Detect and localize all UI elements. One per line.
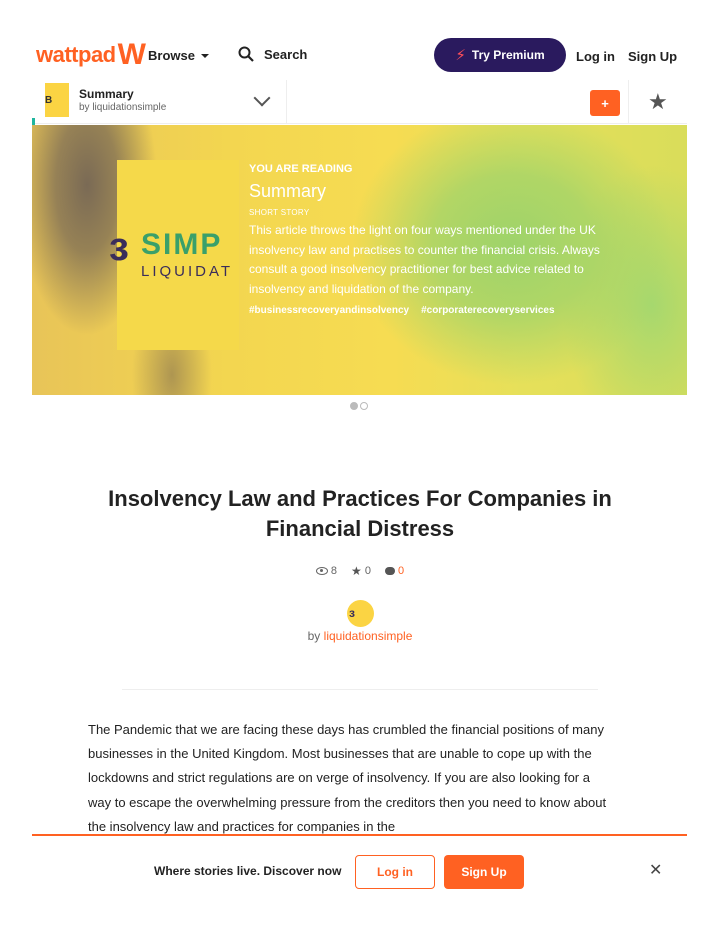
- top-navigation: [0, 0, 720, 80]
- search-button[interactable]: [238, 46, 307, 62]
- thumbnail-logo-icon: B: [45, 95, 53, 106]
- story-stats: [0, 564, 720, 578]
- close-icon[interactable]: ✕: [649, 862, 663, 879]
- hero-title: Summary: [249, 181, 327, 201]
- votes-count: 0: [364, 565, 371, 577]
- try-premium-button[interactable]: [434, 38, 566, 72]
- page-title: Insolvency Law and Practices For Companies in Financial Distress: [108, 486, 612, 541]
- wattpad-logo[interactable]: [36, 38, 146, 71]
- chevron-down-icon[interactable]: [254, 90, 271, 107]
- reads-count: 8: [330, 565, 338, 577]
- avatar-logo-icon: ɜ: [349, 606, 355, 620]
- divider: [286, 80, 287, 124]
- banner-login-button[interactable]: Log in: [355, 855, 435, 889]
- add-to-library-button[interactable]: +: [590, 90, 620, 116]
- divider: [628, 80, 629, 124]
- author-link[interactable]: liquidationsimple: [323, 629, 413, 643]
- reading-label: YOU ARE READING: [249, 163, 353, 175]
- cover-logo-text-top: SIMP: [141, 228, 223, 261]
- story-body-text: The Pandemic that we are facing these days has crumbled the financial positions of many businesses in the United Kingdom. Most businesses that are unable to cope up with the lockdowns and strict regulations are on verge of insolvency. If you are also looking for a way to escape the overwhelming pressure from the creditors then you need to know about the insolvency law and practices for companies in the: [88, 722, 607, 834]
- lightning-icon: ⚡: [455, 47, 466, 64]
- votes-stat: [351, 564, 371, 578]
- author-byline: [0, 629, 720, 643]
- tag-link[interactable]: #businessrecoveryandinsolvency: [249, 305, 410, 316]
- comments-stat[interactable]: [385, 565, 404, 577]
- story-cover[interactable]: [109, 160, 239, 350]
- banner-tagline: Where stories live. Discover now: [154, 864, 342, 878]
- caret-down-icon: [201, 54, 209, 58]
- by-prefix: by: [307, 629, 321, 643]
- divider: [122, 689, 598, 690]
- carousel-dot[interactable]: [360, 402, 368, 410]
- comments-count: 0: [397, 565, 405, 577]
- story-hero-banner: [32, 125, 687, 395]
- signup-banner: [32, 834, 687, 931]
- story-category: SHORT STORY: [249, 208, 310, 217]
- logo-mark: W: [117, 38, 146, 71]
- search-icon: [238, 46, 254, 62]
- vote-star-icon[interactable]: ★: [648, 89, 668, 114]
- premium-label: Try Premium: [471, 48, 545, 62]
- banner-signup-button[interactable]: Sign Up: [444, 855, 524, 889]
- star-icon: ★: [351, 564, 362, 578]
- carousel-dot[interactable]: [350, 402, 358, 410]
- cover-logo-text-bottom: LIQUIDAT: [141, 263, 234, 280]
- story-bar-author[interactable]: by liquidationsimple: [79, 102, 167, 113]
- signup-link[interactable]: Sign Up: [628, 49, 678, 64]
- browse-label: Browse: [148, 48, 195, 63]
- browse-menu[interactable]: [148, 48, 209, 63]
- logo-wordmark: wattpad: [36, 42, 116, 67]
- story-tags: [249, 305, 609, 316]
- eye-icon: [316, 567, 328, 575]
- avatar[interactable]: [347, 600, 374, 627]
- reads-stat: [316, 565, 337, 577]
- story-bar-title[interactable]: Summary: [79, 87, 134, 101]
- story-description: This article throws the light on four ways mentioned under the UK insolvency law and practises to counter the financial crisis. Always consult a good insolvency practitioner for best advice related to insolvency and liquidation of the company.: [249, 223, 600, 296]
- cover-logo-icon: ɜ: [109, 225, 129, 269]
- hero-info: [249, 163, 609, 316]
- login-link[interactable]: Log in: [576, 49, 615, 64]
- carousel-dots: [350, 402, 368, 410]
- story-toolbar: [32, 80, 687, 124]
- tag-link[interactable]: #corporaterecoveryservices: [421, 305, 555, 316]
- search-label: Search: [264, 46, 308, 62]
- story-thumbnail[interactable]: [45, 83, 69, 117]
- comment-icon: [385, 567, 395, 575]
